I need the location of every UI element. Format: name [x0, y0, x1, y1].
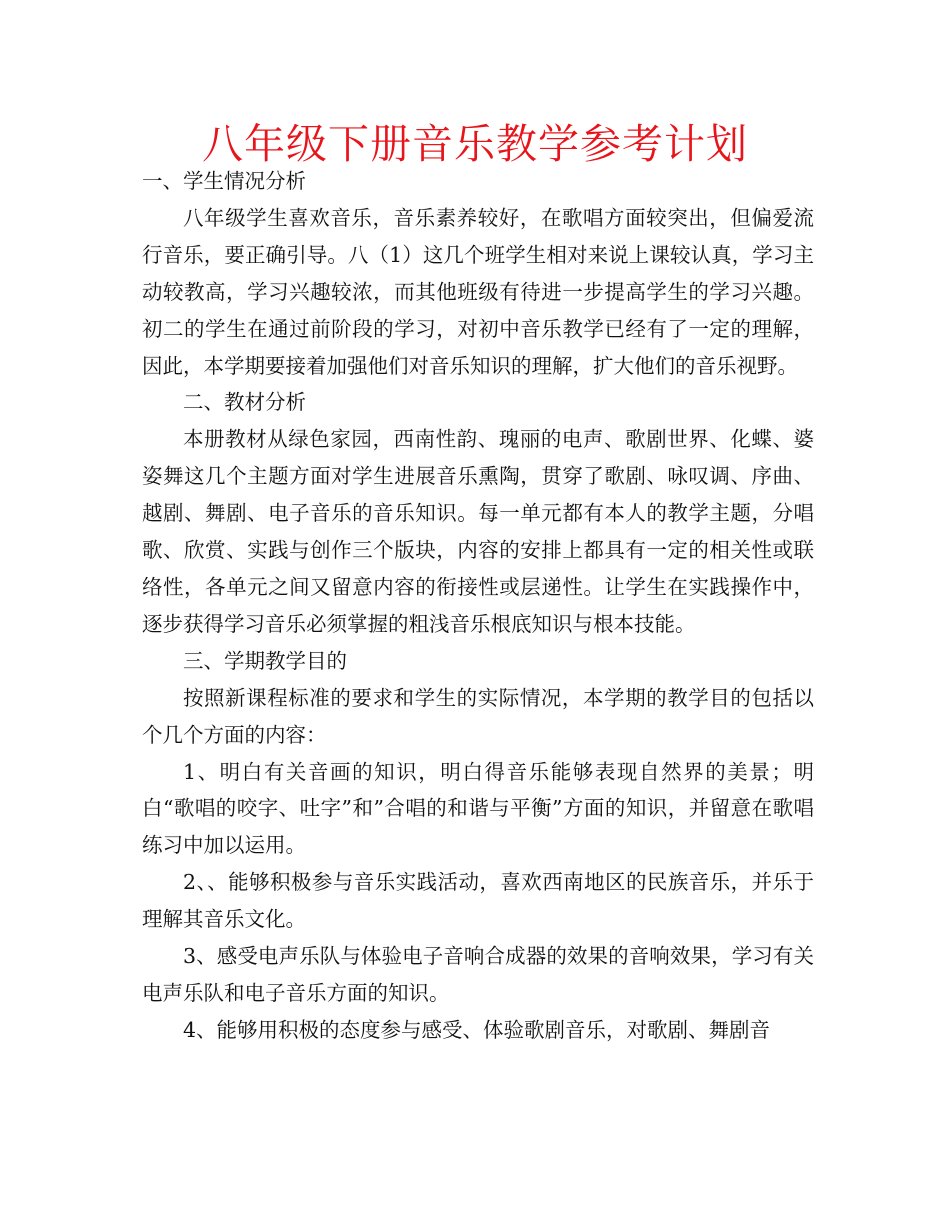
paragraph-student-analysis: 八年级学生喜欢音乐，音乐素养较好，在歌唱方面较突出，但偏爱流行音乐，要正确引导。八（1）这几个班学生相对来说上课较认真，学习主动较教高，学习兴趣较浓，而其他班级有待进一步提高学生的学习兴趣。初二的学生在通过前阶段的学习，对初中音乐教学已经有了一定的理解，因此，本学期要接着加强他们对音乐知识的理解，扩大他们的音乐视野。: [142, 205, 814, 378]
paragraph-textbook-analysis: 本册教材从绿色家园，西南性韵、瑰丽的电声、歌剧世界、化蝶、婆姿舞这几个主题方面对学生进展音乐熏陶，贯穿了歌剧、咏叹调、序曲、越剧、舞剧、电子音乐的音乐知识。每一单元都有本人的教学主题，分唱歌、欣赏、实践与创作三个版块，内容的安排上都具有一定的相关性或联络性，各单元之间又留意内容的衔接性或层递性。让学生在实践操作中，逐步获得学习音乐必须掌握的粗浅音乐根底知识与根本技能。: [142, 427, 814, 636]
goal-item-1: 1、明白有关音画的知识，明白得音乐能够表现自然界的美景；明白“歌唱的咬字、吐字”和”合唱的和谐与平衡”方面的知识，并留意在歌唱练习中加以运用。: [142, 759, 814, 858]
section-heading-teaching-goals: 三、学期教学目的: [183, 648, 347, 673]
section-heading-student-analysis: 一、学生情况分析: [142, 169, 306, 193]
goal-item-4: 4、能够用积极的态度参与感受、体验歌剧音乐，对歌剧、舞剧音: [183, 1017, 771, 1042]
document-body: [142, 163, 814, 1049]
goal-item-2: 2、、能够积极参与音乐实践活动，喜欢西南地区的民族音乐，并乐于理解其音乐文化。: [142, 870, 814, 932]
document-title: 八年级下册音乐教学参考计划: [202, 120, 748, 168]
goal-item-3: 3、感受电声乐队与体验电子音响合成器的效果的音响效果，学习有关电声乐队和电子音乐方面的知识。: [142, 944, 814, 1005]
section-heading-textbook-analysis: 二、教材分析: [183, 390, 306, 415]
paragraph-teaching-goals-intro: 按照新课程标准的要求和学生的实际情况，本学期的教学目的包括以个几个方面的内容：: [142, 685, 814, 747]
